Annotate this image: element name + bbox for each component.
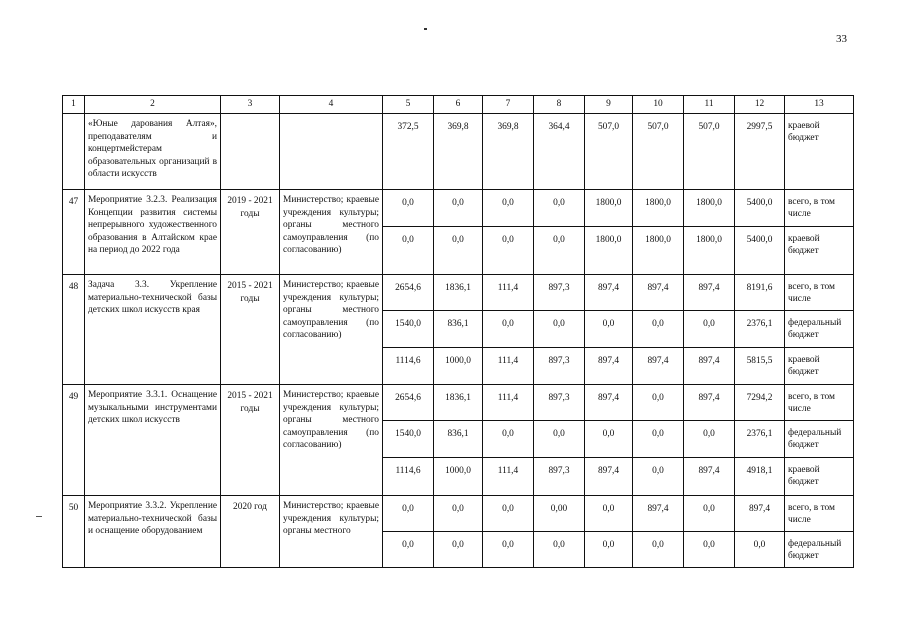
- funding-source: федеральный бюджет: [785, 311, 854, 348]
- executor-cell: [280, 114, 383, 190]
- value-cell: 507,0: [633, 114, 684, 190]
- table-row: [63, 385, 854, 421]
- value-cell: 0,0: [483, 532, 534, 568]
- value-cell: 7294,2: [735, 385, 785, 421]
- value-cell: 0,0: [434, 190, 483, 227]
- header-cell: 5: [383, 96, 434, 114]
- value-cell: 1540,0: [383, 421, 434, 458]
- value-cell: 0,0: [434, 227, 483, 275]
- value-cell: 111,4: [483, 348, 534, 385]
- value-cell: 897,4: [585, 348, 633, 385]
- value-cell: 0,0: [633, 311, 684, 348]
- value-cell: 2654,6: [383, 385, 434, 421]
- header-cell: 7: [483, 96, 534, 114]
- value-cell: 1836,1: [434, 275, 483, 311]
- value-cell: 897,4: [684, 458, 735, 496]
- executor-cell: Министерство; краевые учреждения культуры; органы местного: [280, 496, 383, 568]
- funding-source: всего, в том числе: [785, 385, 854, 421]
- value-cell: 0,0: [383, 190, 434, 227]
- value-cell: 507,0: [585, 114, 633, 190]
- row-number-cell: [63, 114, 85, 190]
- executor-cell: Министерство; краевые учреждения культуры; органы местного самоуправления (по согласованию): [280, 275, 383, 385]
- header-cell: 6: [434, 96, 483, 114]
- table-row: [63, 275, 854, 311]
- funding-source: краевой бюджет: [785, 348, 854, 385]
- value-cell: 8191,6: [735, 275, 785, 311]
- table-row: [63, 496, 854, 532]
- funding-source: краевой бюджет: [785, 227, 854, 275]
- header-cell: 11: [684, 96, 735, 114]
- value-cell: 369,8: [483, 114, 534, 190]
- header-cell: 12: [735, 96, 785, 114]
- value-cell: 0,0: [383, 532, 434, 568]
- value-cell: 0,0: [483, 496, 534, 532]
- header-cell: 10: [633, 96, 684, 114]
- years-cell: 2015 - 2021 годы: [221, 275, 280, 385]
- value-cell: 1114,6: [383, 348, 434, 385]
- value-cell: 1800,0: [684, 227, 735, 275]
- value-cell: 0,0: [585, 421, 633, 458]
- budget-table: [62, 95, 854, 568]
- header-row: [63, 96, 854, 114]
- activity-name: Мероприятие 3.3.2. Укрепление материально-технической базы и оснащение оборудованием: [85, 496, 221, 568]
- value-cell: 0,0: [434, 496, 483, 532]
- activity-name: Мероприятие 3.3.1. Оснащение музыкальными инструментами детских школ искусств: [85, 385, 221, 496]
- header-cell: 13: [785, 96, 854, 114]
- value-cell: 0,0: [383, 227, 434, 275]
- value-cell: 0,00: [534, 496, 585, 532]
- funding-source: всего, в том числе: [785, 190, 854, 227]
- value-cell: 5815,5: [735, 348, 785, 385]
- value-cell: 507,0: [684, 114, 735, 190]
- row-number-cell: 48: [63, 275, 85, 385]
- value-cell: 5400,0: [735, 227, 785, 275]
- value-cell: 1540,0: [383, 311, 434, 348]
- value-cell: 1836,1: [434, 385, 483, 421]
- executor-cell: Министерство; краевые учреждения культуры; органы местного самоуправления (по согласованию): [280, 385, 383, 496]
- value-cell: 897,4: [633, 496, 684, 532]
- value-cell: 0,0: [483, 227, 534, 275]
- value-cell: 111,4: [483, 458, 534, 496]
- value-cell: 0,0: [434, 532, 483, 568]
- activity-name: «Юные дарования Алтая», преподавателям и концертмейстерам образовательных организаций в области искусств: [85, 114, 221, 190]
- value-cell: 0,0: [534, 227, 585, 275]
- activity-name: Мероприятие 3.2.3. Реализация Концепции развития системы непрерывного художественного образования в Алтайском крае на период до 2022 года: [85, 190, 221, 275]
- row-number-cell: 47: [63, 190, 85, 275]
- value-cell: 1800,0: [684, 190, 735, 227]
- value-cell: 2997,5: [735, 114, 785, 190]
- header-cell: 3: [221, 96, 280, 114]
- value-cell: 897,4: [585, 275, 633, 311]
- value-cell: 897,4: [684, 385, 735, 421]
- value-cell: 1800,0: [585, 190, 633, 227]
- value-cell: 111,4: [483, 385, 534, 421]
- table-row: [63, 190, 854, 227]
- value-cell: 0,0: [633, 421, 684, 458]
- value-cell: 897,3: [534, 458, 585, 496]
- value-cell: 897,4: [684, 348, 735, 385]
- value-cell: 0,0: [684, 496, 735, 532]
- value-cell: 0,0: [735, 532, 785, 568]
- value-cell: 897,3: [534, 275, 585, 311]
- value-cell: 0,0: [383, 496, 434, 532]
- years-cell: [221, 114, 280, 190]
- value-cell: 0,0: [534, 421, 585, 458]
- years-cell: 2015 - 2021 годы: [221, 385, 280, 496]
- funding-source: федеральный бюджет: [785, 532, 854, 568]
- value-cell: 897,4: [684, 275, 735, 311]
- value-cell: 0,0: [483, 190, 534, 227]
- value-cell: 0,0: [534, 190, 585, 227]
- scan-dot: [424, 28, 427, 30]
- value-cell: 0,0: [585, 311, 633, 348]
- header-cell: 8: [534, 96, 585, 114]
- value-cell: 897,3: [534, 385, 585, 421]
- value-cell: 897,3: [534, 348, 585, 385]
- value-cell: 1000,0: [434, 348, 483, 385]
- years-cell: 2020 год: [221, 496, 280, 568]
- value-cell: 372,5: [383, 114, 434, 190]
- table-row: [63, 114, 854, 190]
- header-cell: 4: [280, 96, 383, 114]
- funding-source: федеральный бюджет: [785, 421, 854, 458]
- value-cell: 0,0: [684, 532, 735, 568]
- value-cell: 5400,0: [735, 190, 785, 227]
- funding-source: всего, в том числе: [785, 275, 854, 311]
- row-number-cell: 50: [63, 496, 85, 568]
- value-cell: 1000,0: [434, 458, 483, 496]
- row-number-cell: 49: [63, 385, 85, 496]
- value-cell: 0,0: [483, 421, 534, 458]
- value-cell: 0,0: [684, 421, 735, 458]
- value-cell: 1800,0: [585, 227, 633, 275]
- value-cell: 897,4: [585, 385, 633, 421]
- value-cell: 0,0: [633, 458, 684, 496]
- value-cell: 1800,0: [633, 227, 684, 275]
- header-cell: 1: [63, 96, 85, 114]
- value-cell: 836,1: [434, 421, 483, 458]
- funding-source: краевой бюджет: [785, 458, 854, 496]
- page-number: 33: [836, 33, 847, 45]
- value-cell: 2654,6: [383, 275, 434, 311]
- value-cell: 111,4: [483, 275, 534, 311]
- value-cell: 897,4: [585, 458, 633, 496]
- value-cell: 897,4: [633, 348, 684, 385]
- value-cell: 369,8: [434, 114, 483, 190]
- value-cell: 0,0: [585, 532, 633, 568]
- value-cell: 897,4: [633, 275, 684, 311]
- header-cell: 2: [85, 96, 221, 114]
- years-cell: 2019 - 2021 годы: [221, 190, 280, 275]
- value-cell: 897,4: [735, 496, 785, 532]
- value-cell: 1114,6: [383, 458, 434, 496]
- value-cell: 836,1: [434, 311, 483, 348]
- value-cell: 0,0: [633, 385, 684, 421]
- funding-source: всего, в том числе: [785, 496, 854, 532]
- value-cell: 0,0: [483, 311, 534, 348]
- funding-source: краевой бюджет: [785, 114, 854, 190]
- value-cell: 4918,1: [735, 458, 785, 496]
- value-cell: 1800,0: [633, 190, 684, 227]
- value-cell: 0,0: [534, 532, 585, 568]
- value-cell: 0,0: [633, 532, 684, 568]
- margin-mark: [36, 516, 42, 517]
- value-cell: 0,0: [534, 311, 585, 348]
- activity-name: Задача 3.3. Укрепление материально-технической базы детских школ искусств края: [85, 275, 221, 385]
- executor-cell: Министерство; краевые учреждения культуры; органы местного самоуправления (по согласованию): [280, 190, 383, 275]
- value-cell: 0,0: [585, 496, 633, 532]
- value-cell: 364,4: [534, 114, 585, 190]
- value-cell: 0,0: [684, 311, 735, 348]
- value-cell: 2376,1: [735, 421, 785, 458]
- value-cell: 2376,1: [735, 311, 785, 348]
- header-cell: 9: [585, 96, 633, 114]
